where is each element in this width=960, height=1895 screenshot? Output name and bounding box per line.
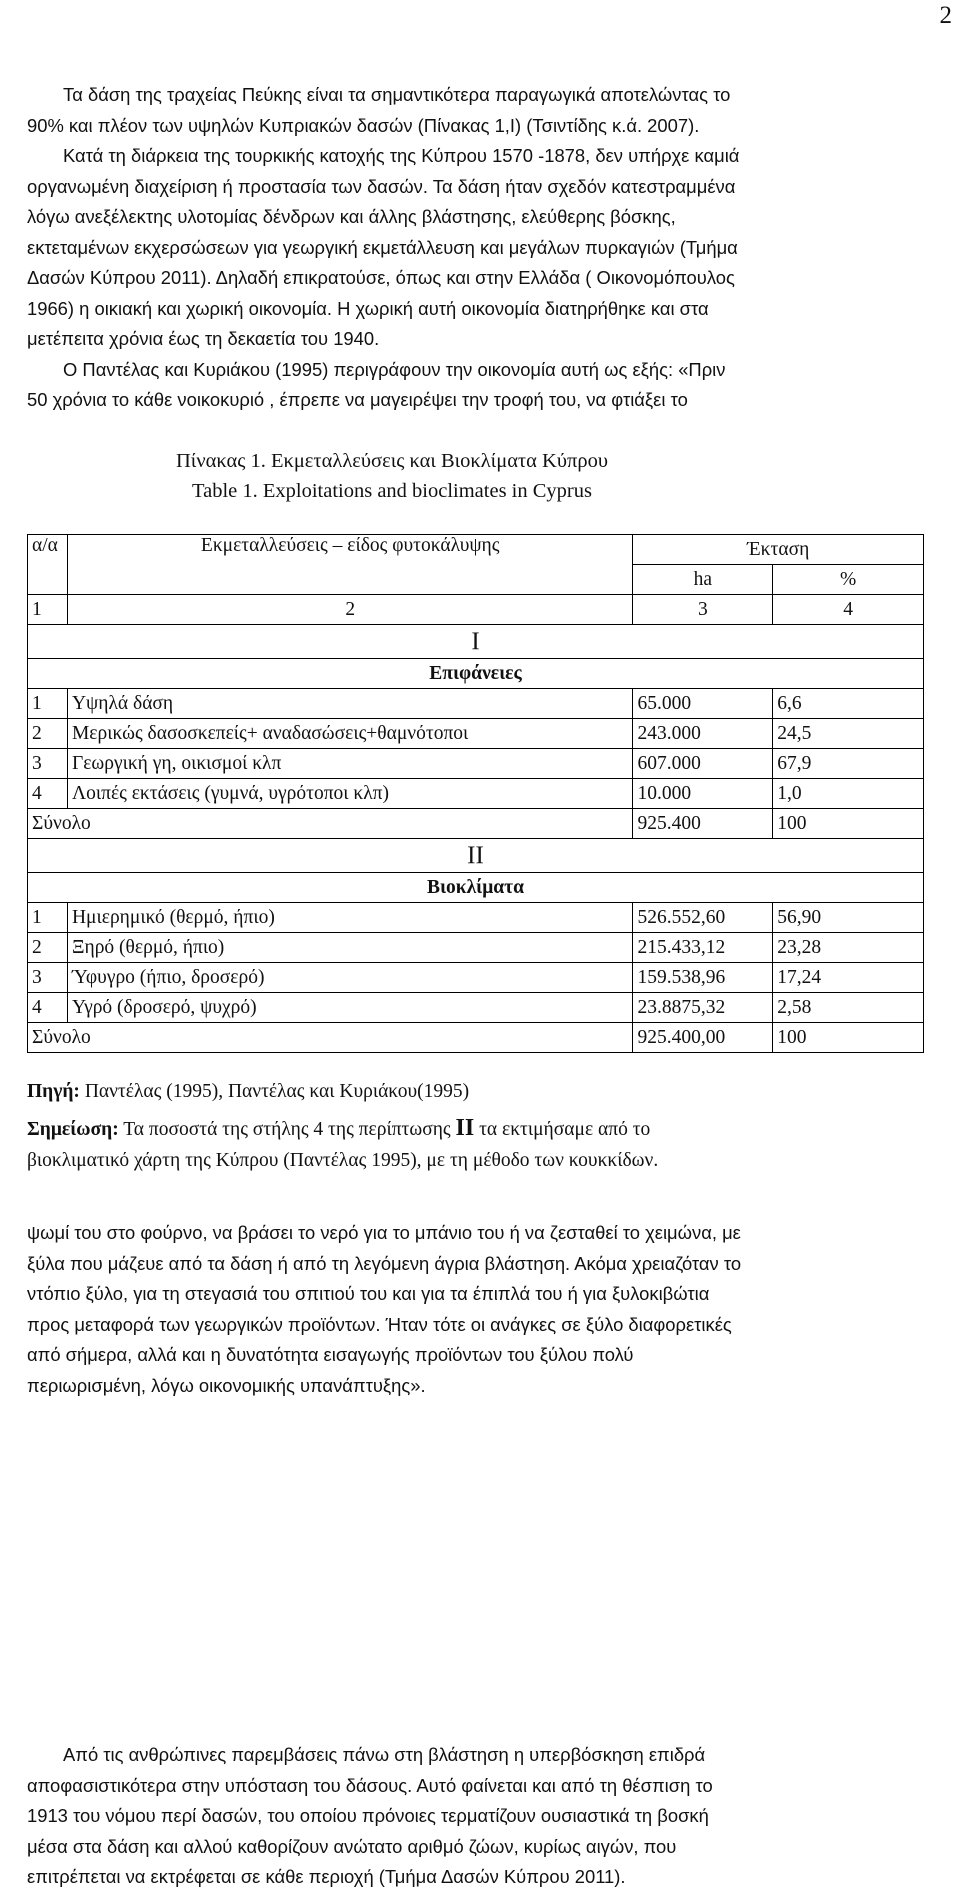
- table-row: [28, 963, 924, 993]
- section-title: Βιοκλίματα: [28, 873, 924, 903]
- row-description: Ξηρό (θερμό, ήπιο): [67, 933, 632, 963]
- row-number: 2: [28, 719, 68, 749]
- row-description: Μερικώς δασοσκεπείς+ αναδασώσεις+θαμνότοποι: [67, 719, 632, 749]
- exploitations-table: [27, 534, 924, 1053]
- row-pct: 23,28: [773, 933, 924, 963]
- section-roman-row: [28, 625, 924, 659]
- text-line: από σήμερα, αλλά και η δυνατότητα εισαγωγής προϊόντων του ξύλου πολύ: [27, 1344, 634, 1365]
- row-pct: 67,9: [773, 749, 924, 779]
- table-header-row: [28, 535, 924, 565]
- text-line: ψωμί του στο φούρνο, να βράσει το νερό για το μπάνιο του ή να ζεσταθεί το χειμώνα, με: [27, 1222, 741, 1243]
- source-text: Παντέλας (1995), Παντέλας και Κυριάκου(1995): [79, 1081, 470, 1102]
- column-number-row: [28, 595, 924, 625]
- row-description: Γεωργική γη, οικισμοί κλπ: [67, 749, 632, 779]
- text-line: Από τις ανθρώπινες παρεμβάσεις πάνω στη βλάστηση η υπερβόσκηση επιδρά: [63, 1744, 706, 1765]
- table-row: [28, 903, 924, 933]
- row-pct: 56,90: [773, 903, 924, 933]
- text-line: επιτρέπεται να εκτρέφεται σε κάθε περιοχή (Τμήμα Δασών Κύπρου 2011).: [27, 1866, 626, 1887]
- header-description: Εκμεταλλεύσεις – είδος φυτοκάλυψης: [67, 535, 632, 595]
- table-row: [28, 933, 924, 963]
- table-row: [28, 993, 924, 1023]
- table-row: [28, 689, 924, 719]
- row-ha: 23.8875,32: [633, 993, 773, 1023]
- table-caption-english: Table 1. Exploitations and bioclimates in Cyprus: [192, 480, 592, 502]
- section-roman-row: [28, 839, 924, 873]
- note-roman: ΙΙ: [455, 1115, 475, 1141]
- header-area: Έκταση: [633, 535, 924, 565]
- text-line: εκτεταμένων εκχερσώσεων για γεωργική εκμετάλλευση και μεγάλων πυρκαγιών (Τμήμα: [27, 236, 738, 258]
- text-line: Δασών Κύπρου 2011). Δηλαδή επικρατούσε, όπως και στην Ελλάδα ( Οικονομόπουλος: [27, 267, 735, 288]
- note-text-a: Τα ποσοστά της στήλης 4 της περίπτωσης: [118, 1119, 456, 1140]
- paragraph-overgrazing: [27, 1740, 923, 1893]
- row-description: Ημιερημικό (θερμό, ήπιο): [67, 903, 632, 933]
- column-number: 1: [28, 595, 68, 625]
- row-ha: 215.433,12: [633, 933, 773, 963]
- source-label: Πηγή:: [27, 1081, 80, 1102]
- row-description: Υψηλά δάση: [67, 689, 632, 719]
- total-ha: 925.400,00: [633, 1023, 773, 1053]
- header-unit-pct: %: [773, 565, 924, 595]
- note-line: βιοκλιματικό χάρτη της Κύπρου (Παντέλας 1995), με τη μέθοδο των κουκκίδων.: [27, 1150, 659, 1171]
- row-number: 3: [28, 749, 68, 779]
- row-ha: 526.552,60: [633, 903, 773, 933]
- text-line: μέσα στα δάση και αλλού καθορίζουν ανώτατο αριθμό ζώων, κυρίως αιγών, που: [27, 1835, 677, 1857]
- column-number: 4: [773, 595, 924, 625]
- row-number: 1: [28, 903, 68, 933]
- text-line: 1913 του νόμου περί δασών, του οποίου πρόνοιες τερματίζουν ουσιαστικά τη βοσκή: [27, 1805, 709, 1826]
- row-ha: 159.538,96: [633, 963, 773, 993]
- text-line: οργανωμένη διαχείριση ή προστασία των δασών. Τα δάση ήταν σχεδόν κατεστραμμένα: [27, 175, 736, 197]
- text-line: Τα δάση της τραχείας Πεύκης είναι τα σημαντικότερα παραγωγικά αποτελώντας το: [63, 84, 731, 105]
- text-line: 50 χρόνια το κάθε νοικοκυριό , έπρεπε να μαγειρέψει την τροφή του, να φτιάξει το: [27, 389, 688, 410]
- header-aa: α/α: [28, 535, 68, 595]
- table-caption-greek: Πίνακας 1. Εκμεταλλεύσεις και Βιοκλίματα Κύπρου: [176, 450, 608, 472]
- total-pct: 100: [773, 1023, 924, 1053]
- row-pct: 17,24: [773, 963, 924, 993]
- text-line: αποφασιστικότερα στην υπόσταση του δάσους. Αυτό φαίνεται και από τη θέσπιση το: [27, 1774, 713, 1796]
- row-number: 4: [28, 779, 68, 809]
- section-roman-numeral: Ι: [28, 625, 924, 659]
- text-line: ξύλα που μάζευε από τα δάση ή από τη λεγόμενη άγρια βλάστηση. Ακόμα χρειαζόταν το: [27, 1252, 742, 1274]
- text-line: Κατά τη διάρκεια της τουρκικής κατοχής της Κύπρου 1570 -1878, δεν υπήρχε καμιά: [63, 145, 740, 166]
- total-label: Σύνολο: [28, 809, 633, 839]
- total-ha: 925.400: [633, 809, 773, 839]
- row-description: Λοιπές εκτάσεις (γυμνά, υγρότοποι κλπ): [67, 779, 632, 809]
- total-row: [28, 1023, 924, 1053]
- table-row: [28, 749, 924, 779]
- row-number: 1: [28, 689, 68, 719]
- total-row: [28, 809, 924, 839]
- text-line: ντόπιο ξύλο, για τη στεγασιά του σπιτιού του και για τα έπιπλά του ή για ξυλοκιβώτια: [27, 1283, 710, 1304]
- total-label: Σύνολο: [28, 1023, 633, 1053]
- row-pct: 1,0: [773, 779, 924, 809]
- section-title-row: [28, 873, 924, 903]
- row-ha: 65.000: [633, 689, 773, 719]
- row-pct: 24,5: [773, 719, 924, 749]
- row-pct: 6,6: [773, 689, 924, 719]
- row-number: 2: [28, 933, 68, 963]
- table-row: [28, 719, 924, 749]
- row-number: 4: [28, 993, 68, 1023]
- column-number: 3: [633, 595, 773, 625]
- table-note: [27, 1113, 923, 1176]
- section-title: Επιφάνειες: [28, 659, 924, 689]
- table-source: [27, 1076, 923, 1107]
- row-number: 3: [28, 963, 68, 993]
- text-line: 90% και πλέον των υψηλών Κυπριακών δασών (Πίνακας 1,Ι) (Τσιντίδης κ.ά. 2007).: [27, 114, 700, 136]
- page-number: 2: [939, 2, 952, 29]
- text-line: 1966) η οικιακή και χωρική οικονομία. Η χωρική αυτή οικονομία διατηρήθηκε και στα: [27, 297, 709, 319]
- text-line: προς μεταφορά των γεωργικών προϊόντων. Ήταν τότε οι ανάγκες σε ξύλο διαφορετικές: [27, 1313, 732, 1335]
- paragraph-forests-history: [27, 80, 923, 416]
- paragraph-household-economy: [27, 1218, 923, 1401]
- note-text-b: τα εκτιμήσαμε από το: [474, 1119, 651, 1140]
- section-roman-numeral: ΙΙ: [28, 839, 924, 873]
- row-description: Υγρό (δροσερό, ψυχρό): [67, 993, 632, 1023]
- note-label: Σημείωση:: [27, 1119, 119, 1140]
- text-line: λόγω ανεξέλεκτης υλοτομίας δένδρων και άλλης βλάστησης, ελεύθερης βόσκης,: [27, 206, 676, 227]
- text-line: Ο Παντέλας και Κυριάκου (1995) περιγράφουν την οικονομία αυτή ως εξής: «Πριν: [63, 358, 726, 380]
- total-pct: 100: [773, 809, 924, 839]
- note-line: [27, 1113, 923, 1145]
- header-unit-ha: ha: [633, 565, 773, 595]
- text-line: μετέπειτα χρόνια έως τη δεκαετία του 1940.: [27, 328, 380, 349]
- table-row: [28, 779, 924, 809]
- row-ha: 607.000: [633, 749, 773, 779]
- column-number: 2: [67, 595, 632, 625]
- text-line: περιωρισμένη, λόγω οικονομικής υπανάπτυξης».: [27, 1374, 426, 1396]
- row-ha: 243.000: [633, 719, 773, 749]
- row-description: Ύφυγρο (ήπιο, δροσερό): [67, 963, 632, 993]
- row-pct: 2,58: [773, 993, 924, 1023]
- section-title-row: [28, 659, 924, 689]
- row-ha: 10.000: [633, 779, 773, 809]
